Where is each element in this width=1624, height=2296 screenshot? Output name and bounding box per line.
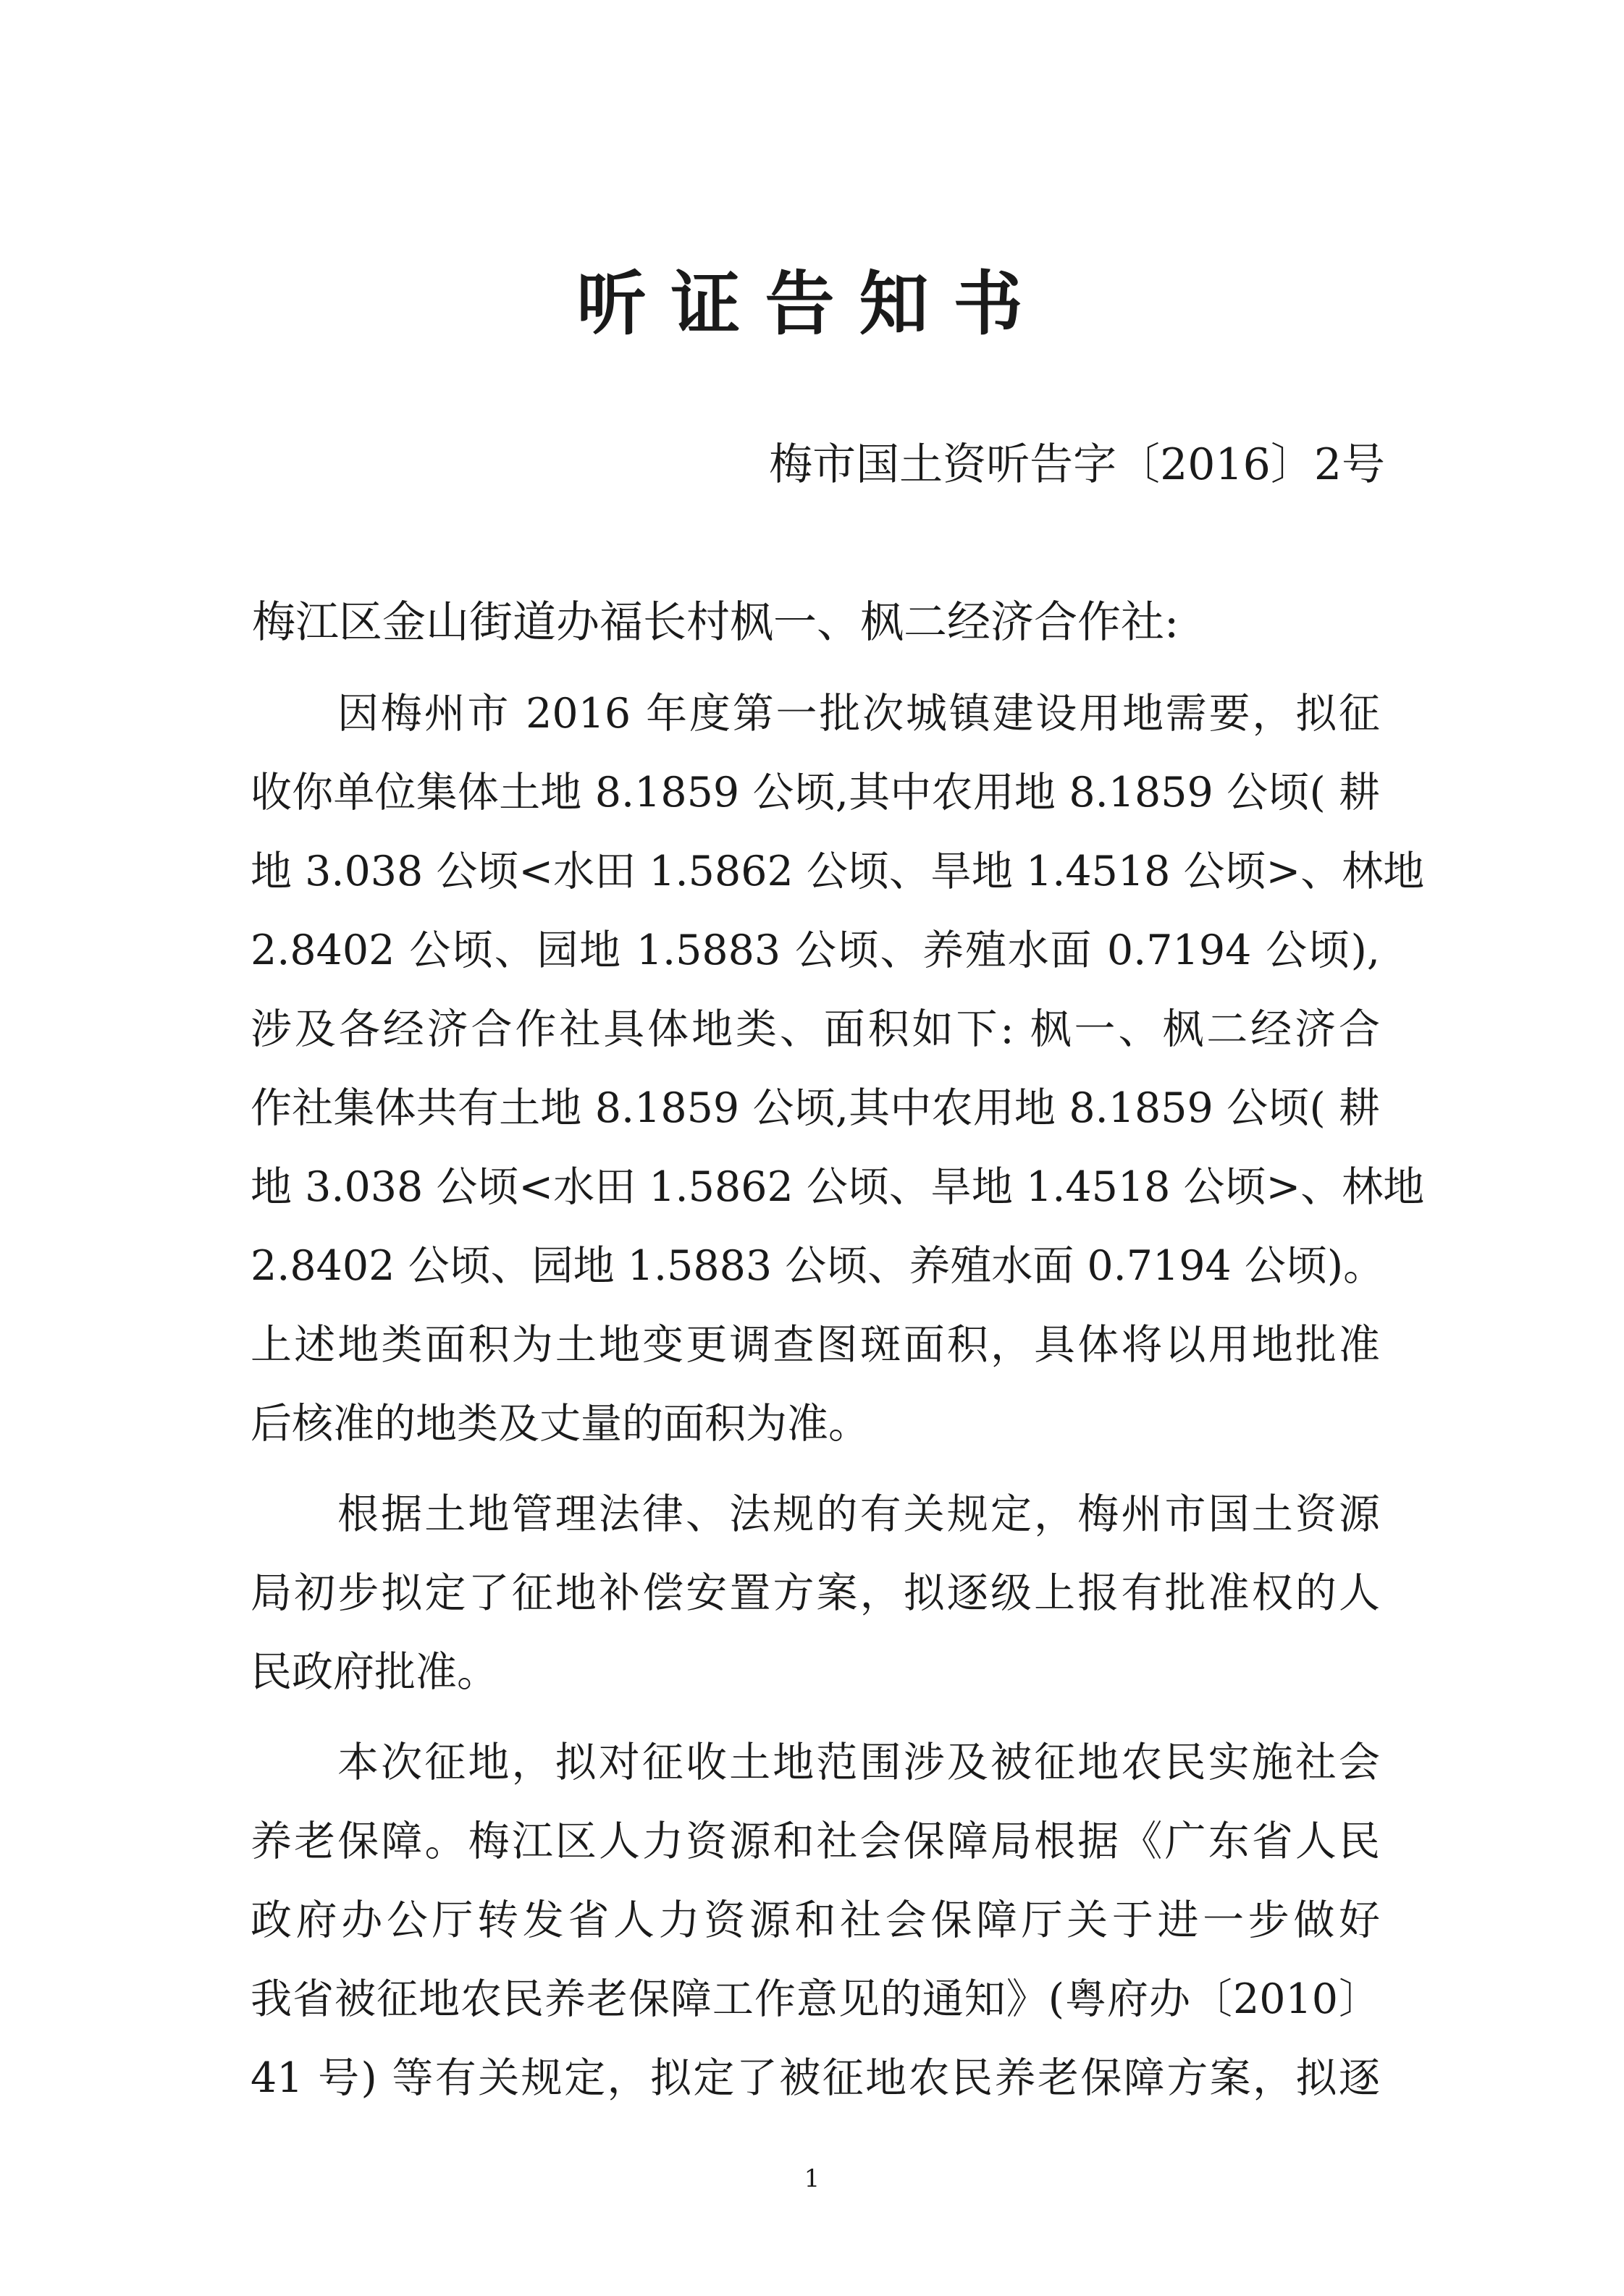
text-line: 政府办公厅转发省人力资源和社会保障厅关于进一步做好 — [251, 1896, 1380, 1944]
text-line: 2.8402 公顷、园地 1.5883 公顷、养殖水面 0.7194 公顷), — [251, 927, 1380, 974]
text-line: 养老保障。梅江区人力资源和社会保障局根据《广东省人民 — [251, 1818, 1380, 1865]
text-line: 局初步拟定了征地补偿安置方案，拟逐级上报有批准权的人 — [251, 1569, 1380, 1617]
text-line: 后核准的地类及丈量的面积为准。 — [251, 1400, 870, 1448]
page-number: 1 — [804, 2164, 820, 2193]
text-line: 上述地类面积为土地变更调查图斑面积，具体将以用地批准 — [251, 1321, 1380, 1369]
text-line: 因梅州市 2016 年度第一批次城镇建设用地需要，拟征 — [337, 690, 1380, 738]
text-line: 民政府批准。 — [251, 1648, 498, 1696]
text-line: 41 号) 等有关规定，拟定了被征地农民养老保障方案，拟逐 — [251, 2054, 1380, 2102]
text-line: 涉及各经济合作社具体地类、面积如下: 枫一、枫二经济合 — [251, 1005, 1380, 1053]
text-line: 地 3.038 公顷<水田 1.5862 公顷、旱地 1.4518 公顷>、林地 — [251, 848, 1425, 895]
text-line: 2.8402 公顷、园地 1.5883 公顷、养殖水面 0.7194 公顷)。 — [251, 1242, 1385, 1290]
text-line: 我省被征地农民养老保障工作意见的通知》(粤府办〔2010〕 — [251, 1975, 1380, 2023]
text-line: 地 3.038 公顷<水田 1.5862 公顷、旱地 1.4518 公顷>、林地 — [251, 1163, 1425, 1211]
text-line: 作社集体共有土地 8.1859 公顷,其中农用地 8.1859 公顷( 耕 — [251, 1084, 1380, 1132]
document-title: 听证告知书 — [576, 263, 1048, 345]
text-line: 收你单位集体土地 8.1859 公顷,其中农用地 8.1859 公顷( 耕 — [251, 769, 1380, 816]
paragraph-pension-security — [251, 1723, 1380, 2118]
recipient-line: 梅江区金山街道办福长村枫一、枫二经济合作社: — [252, 597, 1179, 648]
paragraph-land-acquisition — [251, 675, 1425, 1464]
document-number: 梅市国土资听告字〔2016〕2号 — [769, 439, 1385, 490]
paragraph-compensation-plan — [251, 1475, 1380, 1712]
text-line: 本次征地，拟对征收土地范围涉及被征地农民实施社会 — [337, 1739, 1380, 1786]
body-text — [251, 675, 1425, 2130]
text-line: 根据土地管理法律、法规的有关规定，梅州市国土资源 — [337, 1490, 1380, 1538]
